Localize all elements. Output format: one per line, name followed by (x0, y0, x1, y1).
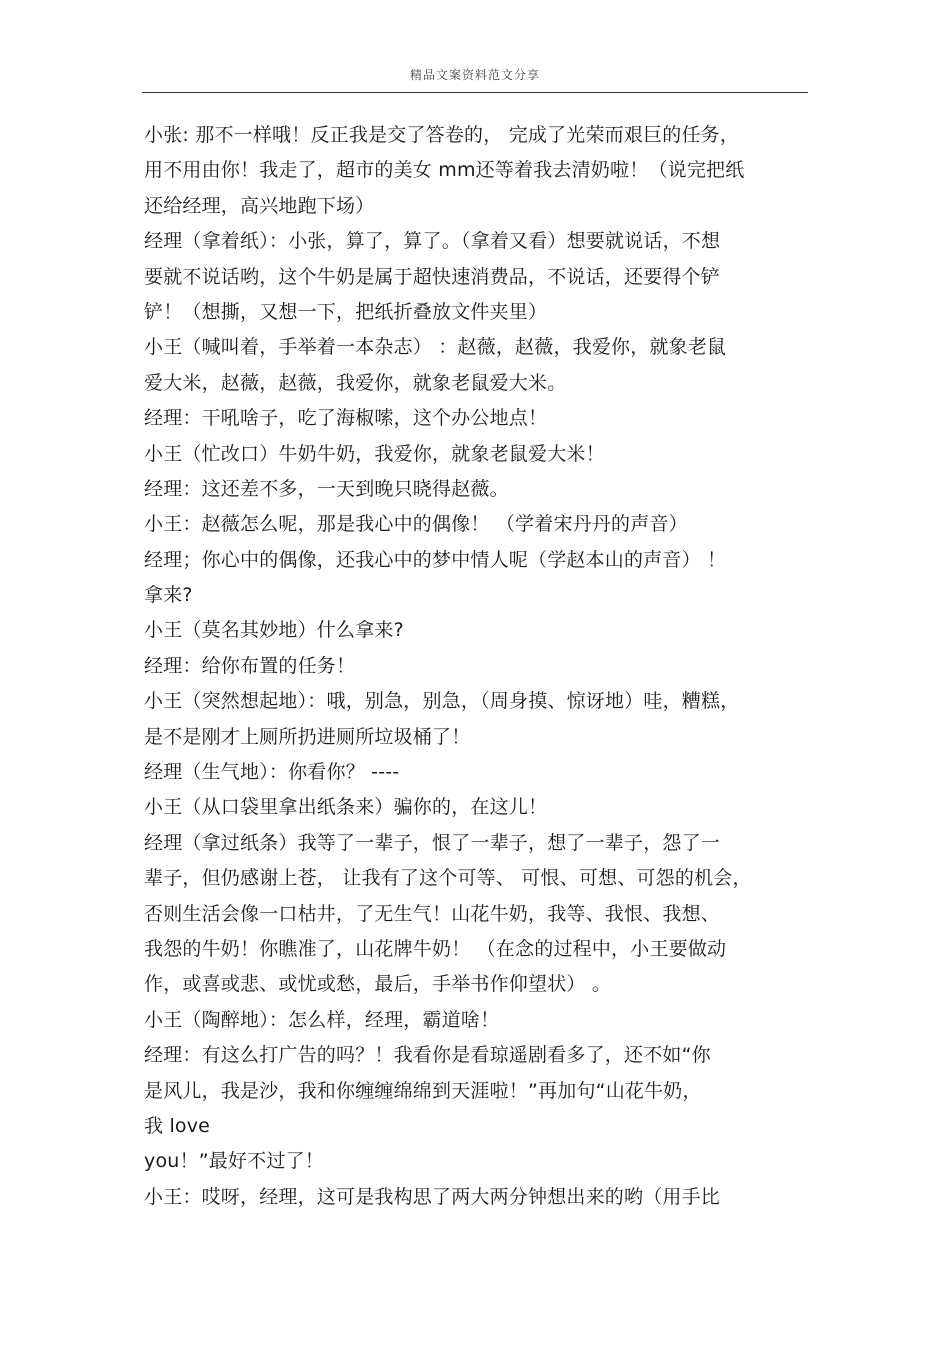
text-line: 经理（拿着纸）：小张，算了，算了。（拿着又看）想要就说话，不想 (144, 230, 721, 253)
text-line: 作，或喜或悲、或忧或愁，最后，手举书作仰望状） 。 (144, 973, 612, 996)
header-title: 精品文案资料范文分享 (409, 68, 540, 82)
text-line: you！”最好不过了！ (144, 1150, 324, 1173)
text-line: 要就不说话哟，这个牛奶是属于超快速消费品，不说话，还要得个铲 (144, 265, 721, 288)
text-line: 经理；你心中的偶像，还我心中的梦中情人呢（学赵本山的声音） ！ (144, 548, 727, 571)
text-line: 经理（拿过纸条）我等了一辈子，恨了一辈子，想了一辈子，怨了一 (144, 831, 721, 854)
text-line: 经理：干吼啥子，吃了海椒嗦，这个办公地点！ (144, 407, 548, 430)
text-line: 拿来? (144, 584, 193, 607)
text-line: 小张: 那不一样哦！反正我是交了答卷的， 完成了光荣而艰巨的任务， (144, 124, 740, 146)
text-line: 小王（陶醉地）：怎么样，经理，霸道啥！ (144, 1008, 500, 1031)
text-line: 是风儿，我是沙，我和你缠缠绵绵到天涯啦！”再加句“山花牛奶， (144, 1079, 702, 1102)
text-line: 小王（莫名其妙地）什么拿来? (144, 619, 404, 642)
text-line: 小王：赵薇怎么呢，那是我心中的偶像！ （学着宋丹丹的声音） (144, 513, 688, 536)
text-line: 铲！（想撕，又想一下，把纸折叠放文件夹里） (144, 300, 548, 323)
text-line: 否则生活会像一口枯井，了无生气！山花牛奶，我等、我恨、我想、 (144, 902, 721, 925)
text-line: 经理（生气地）：你看你？ ---- (144, 761, 400, 784)
page-header (142, 64, 808, 93)
text-line: 经理：有这么打广告的吗？！我看你是看琼遥剧看多了，还不如“你 (144, 1044, 711, 1067)
text-line: 我 love (144, 1114, 211, 1137)
text-line: 爱大米，赵薇，赵薇，我爱你，就象老鼠爱大米。 (144, 371, 567, 394)
text-line: 小王（从口袋里拿出纸条来）骗你的，在这儿！ (144, 796, 548, 819)
text-line: 小王：哎呀，经理，这可是我构思了两大两分钟想出来的哟（用手比 (144, 1185, 721, 1208)
text-line: 经理：这还差不多，一天到晚只晓得赵薇。 (144, 477, 509, 500)
text-line: 小王（喊叫着，手举着一本杂志） ：赵薇，赵薇，我爱你，就象老鼠 (144, 336, 727, 359)
text-line: 我怨的牛奶！你瞧准了，山花牌牛奶！ （在念的过程中，小王要做动 (144, 937, 727, 960)
text-line: 小王（忙改口）牛奶牛奶，我爱你，就象老鼠爱大米！ (144, 442, 605, 465)
text-line: 经理：给你布置的任务！ (144, 654, 356, 677)
text-line: 用不用由你！我走了，超市的美女 mm还等着我去清奶啦！（说完把纸 (144, 159, 745, 182)
document-body (144, 118, 808, 1215)
text-line: 是不是刚才上厕所扔进厕所垃圾桶了！ (144, 725, 471, 748)
text-line: 还给经理，高兴地跑下场） (144, 194, 375, 217)
text-line: 辈子，但仍感谢上苍， 让我有了这个可等、 可恨、可想、可怨的机会， (144, 867, 752, 890)
text-line: 小王（突然想起地）：哦，别急，别急，（周身摸、惊讶地）哇，糟糕， (144, 690, 740, 713)
